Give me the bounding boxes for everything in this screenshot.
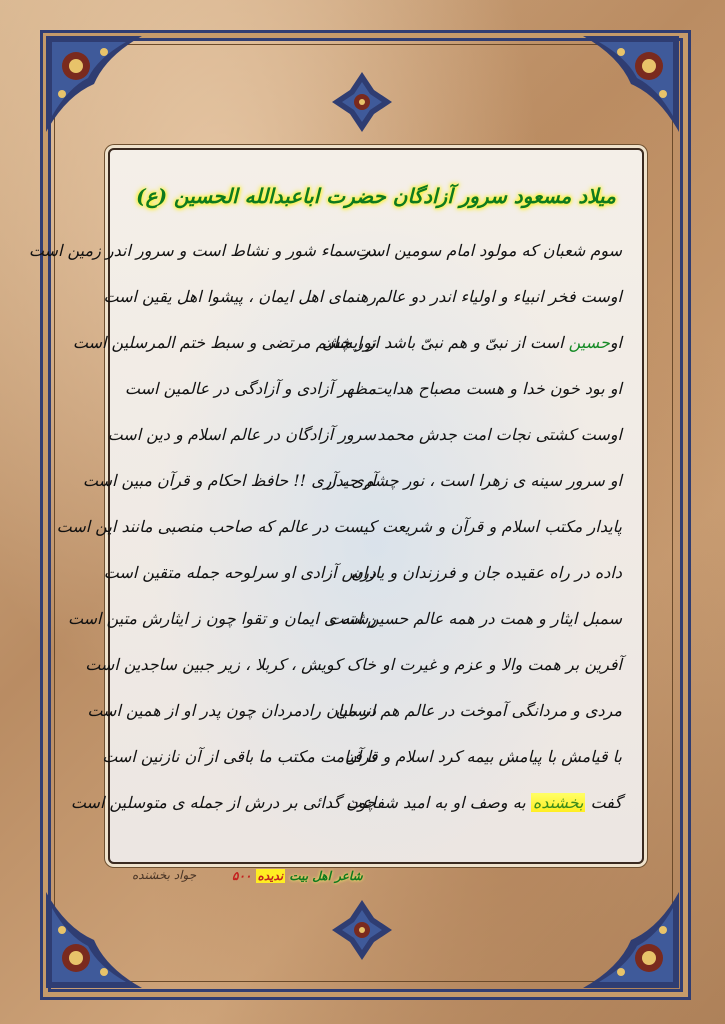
poem-line: داده در راه عقیده جان و فرزندان و یاران bbox=[351, 563, 622, 582]
poem-line: چون گدائی بر درش از جمله ی متوسلین است bbox=[70, 793, 376, 812]
poem-line: با قیامش با پیامش بیمه کرد اسلام و قرآن bbox=[344, 747, 622, 766]
corner-ornament-icon bbox=[583, 36, 679, 132]
poem-line: آفرین بر همت والا و عزم و غیرت او bbox=[382, 655, 622, 674]
poem-line: نور چشم مرتضی و سبط ختم المرسلین است bbox=[72, 333, 376, 352]
poem-line: سرور آزادگان در عالم اسلام و دین است bbox=[107, 425, 376, 444]
poem-line: خاک کویش ، کربلا ، زیر جبین ساجدین است bbox=[85, 655, 376, 674]
corner-ornament-icon bbox=[46, 36, 142, 132]
poem-text: است از نبیّ و هم نبیّ باشد از ایشان bbox=[322, 333, 569, 352]
poem-line: کیست در عالم که صاحب منصبی مانند این است bbox=[56, 517, 376, 536]
poet-name: ندیده bbox=[257, 869, 284, 883]
poem-text: گفت bbox=[585, 793, 622, 812]
corner-ornament-icon bbox=[46, 892, 142, 988]
poem-line: رهنمای اهل ایمان ، پیشوا اهل یقین است bbox=[103, 287, 376, 306]
poem-line: رشته ی ایمان و تقوا چون ز ایثارش متین است bbox=[67, 609, 376, 628]
corner-ornament-icon bbox=[583, 892, 679, 988]
poem-line: آری ، آری !! حافظ احکام و قرآن مبین است bbox=[82, 471, 376, 490]
poem-text: او bbox=[609, 333, 622, 352]
poem-line: سوم شعبان که مولود امام سومین است bbox=[355, 241, 622, 260]
poem-line: در میان رادمردان چون پدر او از همین است bbox=[87, 701, 376, 720]
poem-left-column bbox=[28, 240, 376, 838]
poet-label: شاعر اهل بیت bbox=[289, 869, 363, 883]
signature: جواد بخشنده bbox=[132, 868, 197, 882]
poem-line bbox=[346, 792, 622, 838]
poem-line: تا قیامت مکتب ما باقی از آن نازنین است bbox=[102, 747, 376, 766]
page-title: میلاد مسعود سرور آزادگان حضرت اباعبدالله الحسین (ع) bbox=[136, 184, 616, 208]
poem-line: اوست فخر انبیاء و اولیاء اندر دو عالم bbox=[375, 287, 622, 306]
medallion-ornament-icon bbox=[332, 900, 392, 960]
poem-line: درس آزادی او سرلوحه جمله متقین است bbox=[103, 563, 376, 582]
poem-line: مظهر آزادی و آزادگی در عالمین است bbox=[124, 379, 376, 398]
poem-line: او بود خون خدا و هست مصباح هدایت bbox=[371, 379, 622, 398]
poem-panel bbox=[28, 148, 644, 864]
poem-line: اوست کشتی نجات امت جدش محمد bbox=[377, 425, 622, 444]
poem-line: او سرور سینه ی زهرا است ، نور چشم حیدر bbox=[327, 471, 622, 490]
medallion-ornament-icon bbox=[332, 72, 392, 132]
poem-line: مردی و مردانگی آموخت در عالم هم انسان bbox=[335, 701, 622, 720]
poem-line: پایدار مکتب اسلام و قرآن و شریعت bbox=[382, 517, 622, 536]
poem-line: در سماء شور و نشاط است و سرور اندر زمین است bbox=[28, 241, 376, 260]
poem-right-column bbox=[322, 240, 622, 838]
highlighted-pen-name: بخشنده bbox=[532, 793, 584, 812]
poem-text: به وصف او به امید شفاعت bbox=[346, 793, 531, 812]
highlighted-name: حسین bbox=[568, 333, 610, 352]
poem-line: سمبل ایثار و همت در همه عالم حسین است bbox=[328, 609, 622, 628]
poet-badge bbox=[232, 869, 363, 883]
poem-line bbox=[322, 332, 622, 378]
poem-number: ۵۰۰ bbox=[232, 869, 252, 883]
